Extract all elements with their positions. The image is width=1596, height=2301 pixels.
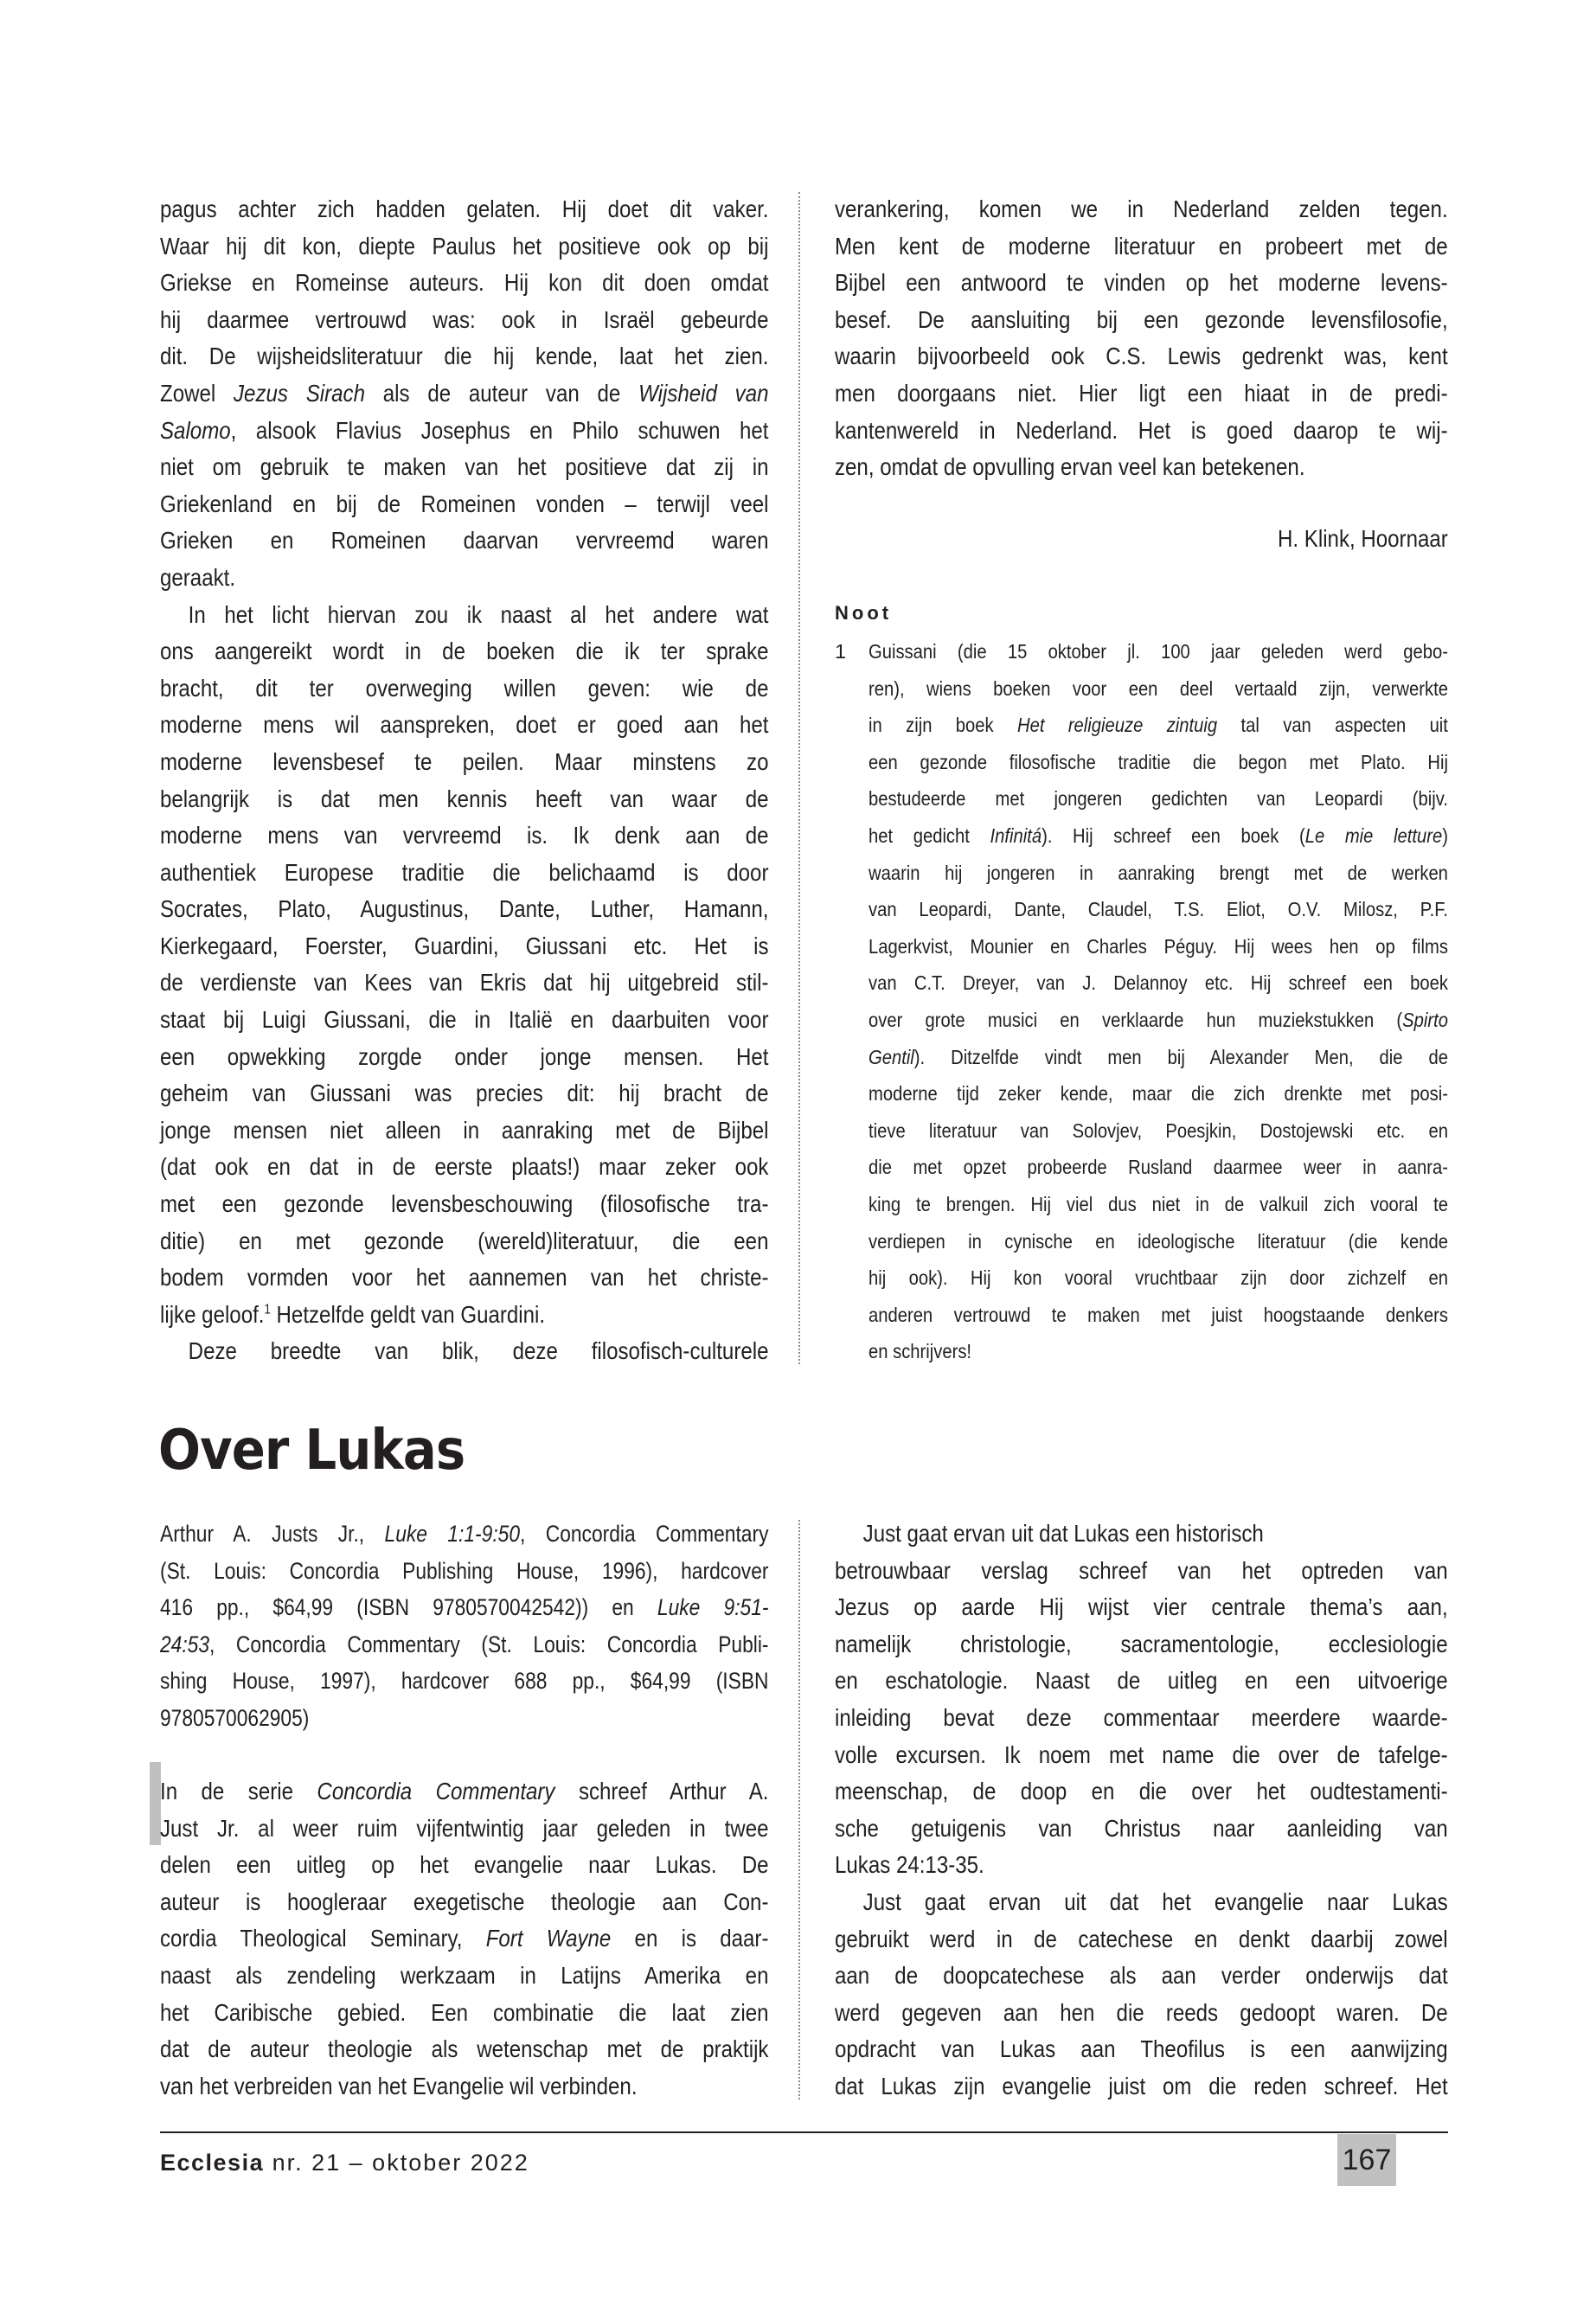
text-line [869, 891, 1448, 928]
text-run: waarin hij jongeren in aanraking brengt met de werken [869, 861, 1448, 884]
text-line [160, 744, 768, 781]
footnote-text [869, 633, 1448, 1370]
note-heading: Noot [835, 602, 893, 624]
text-line [160, 670, 768, 708]
text-run: 9780570062905) [160, 1704, 310, 1731]
text-line [160, 191, 768, 228]
text-line [160, 486, 768, 523]
text-run: pagus achter zich hadden gelaten. Hij doet dit vaker. [160, 195, 769, 222]
text-run: en eschatologie. Naast de uitleg en een uitvoerige [835, 1667, 1448, 1695]
italic-text: Spirto [1402, 1008, 1448, 1031]
text-line [835, 1884, 1448, 1921]
issue-info: nr. 21 – oktober 2022 [272, 2150, 529, 2176]
text-line [160, 597, 768, 634]
text-run: Hetzelfde geldt van Guardini. [270, 1300, 546, 1328]
text-run: bracht, dit ter overweging willen geven: wie de [160, 674, 769, 702]
text-run: In het licht hiervan zou ik naast al het andere wat [188, 600, 769, 628]
text-line [160, 449, 768, 486]
text-line [160, 1700, 768, 1737]
text-run: staat bij Luigi Giussani, die in Italië en daarbuiten voor [160, 1006, 769, 1034]
text-run: als de auteur van de [364, 379, 639, 407]
text-run: shing House, 1997), hardcover 688 pp., $64,99 (ISBN [160, 1668, 769, 1695]
text-run: Lagerkvist, Mounier en Charles Péguy. Hij wees hen op films [869, 934, 1448, 958]
text-run: Just Jr. al weer ruim vijfentwintig jaar geleden in twee [160, 1814, 769, 1842]
text-line [160, 1847, 768, 1884]
text-run: die met opzet probeerde Rusland daarmee weer in aanra- [869, 1156, 1448, 1179]
text-run: hij daarmee vertrouwd was: ook in Israël gebeurde [160, 305, 769, 333]
text-line [835, 191, 1448, 228]
text-line [835, 1516, 1448, 1553]
text-run: dat Lukas zijn evangelie juist om die reden schreef. Het [835, 2072, 1448, 2099]
text-run: schreef Arthur A. [554, 1778, 769, 1804]
text-run: Kierkegaard, Foerster, Guardini, Giussani etc. Het is [160, 932, 769, 959]
text-run: , Concordia Commentary (St. Louis: Concordia Publi- [209, 1631, 769, 1657]
footer [160, 2145, 529, 2180]
text-run: hij ook). Hij kon vooral vruchtbaar zijn door zichzelf en [869, 1266, 1448, 1290]
text-line [835, 1847, 1448, 1884]
text-run: sche getuigenis van Christus naar aanleiding van [835, 1814, 1448, 1842]
text-run: naast als zendeling werkzaam in Latijns Amerika en [160, 1961, 769, 1989]
page-number: 167 [1337, 2134, 1396, 2186]
text-run: van C.T. Dreyer, van J. Delannoy etc. Hij schreef een boek [869, 971, 1448, 995]
text-line [160, 375, 768, 413]
text-line [835, 2031, 1448, 2068]
text-run: van het verbreiden van het Evangelie wil verbinden. [160, 2072, 638, 2099]
text-run: een opwekking zorgde onder jonge mensen. Het [160, 1042, 769, 1070]
text-run: moderne mens van vervreemd is. Ik denk aan de [160, 822, 769, 849]
text-run: ren), wiens boeken voor een deel vertaald zijn, verwerkte [869, 676, 1448, 700]
italic-text: Het religieuze zintuig [1017, 714, 1218, 737]
italic-text: Jezus Sirach [234, 379, 365, 407]
text-run: Just gaat ervan uit dat Lukas een historisch [862, 1520, 1264, 1547]
text-run: ). Hij schreef een boek ( [1042, 824, 1305, 847]
text-line [160, 965, 768, 1002]
text-run: de verdienste van Kees van Ekris dat hij uitgebreid stil- [160, 969, 769, 997]
text-run: cordia Theological Seminary, [160, 1925, 486, 1952]
text-line [835, 1958, 1448, 1995]
author-signature: H. Klink, Hoornaar [1278, 525, 1448, 552]
text-run: moderne tijd zeker kende, maar die zich drenkte met posi- [869, 1082, 1448, 1106]
italic-text: Infinitá [990, 824, 1042, 847]
italic-text: Luke 9:51- [657, 1594, 769, 1621]
text-line [835, 1553, 1448, 1590]
text-line [160, 707, 768, 744]
text-run: inleiding bevat deze commentaar meerdere waarde- [835, 1703, 1448, 1731]
text-run: dat de auteur theologie als wetenschap met de praktijk [160, 2035, 769, 2063]
text-run: kantenwereld in Nederland. Het is goed daarop te wij- [835, 416, 1448, 444]
text-line [160, 1002, 768, 1039]
text-run: opdracht van Lukas aan Theofilus is een aanwijzing [835, 2035, 1448, 2063]
text-run: men doorgaans niet. Hier ligt een hiaat in de predi- [835, 379, 1448, 407]
text-run: een gezonde filosofische traditie die begon met Plato. Hij [869, 750, 1448, 773]
text-line [160, 891, 768, 928]
article-right-column [835, 1516, 1448, 2106]
text-run: In de serie [160, 1778, 317, 1804]
text-run: Lukas 24:13-35. [835, 1851, 984, 1879]
text-line [869, 1112, 1448, 1150]
text-run: Zowel [160, 379, 234, 407]
text-run: verdiepen in cynische en ideologische literatuur (die kende [869, 1229, 1448, 1253]
text-run: , Concordia Commentary [519, 1521, 769, 1547]
text-line [160, 1958, 768, 1995]
text-line [869, 928, 1448, 965]
text-line [835, 338, 1448, 375]
text-line [869, 1002, 1448, 1039]
text-line [160, 1149, 768, 1186]
text-line [160, 265, 768, 302]
text-line [160, 1112, 768, 1150]
text-run: en is daar- [611, 1925, 769, 1952]
text-run: bestudeerde met jongeren gedichten van Leopardi (bijv. [869, 787, 1448, 811]
text-run: ). Ditzelfde vindt men bij Alexander Men, die de [913, 1045, 1448, 1068]
text-run: authentiek Europese traditie die belichaamd is door [160, 858, 769, 886]
text-run: het gedicht [869, 824, 990, 847]
article-left-paragraph [160, 1773, 768, 2105]
text-line [160, 1297, 768, 1334]
text-line [160, 1186, 768, 1223]
column-divider [798, 192, 800, 1364]
text-run: dit. De wijsheidsliteratuur die hij kende, laat het zien. [160, 343, 769, 370]
text-line [160, 1920, 768, 1958]
italic-text: Concordia Commentary [317, 1778, 555, 1804]
text-run: niet om gebruik te maken van het positieve dat zij in [160, 453, 769, 481]
text-line [160, 1039, 768, 1076]
text-line [835, 1773, 1448, 1811]
text-line [160, 302, 768, 339]
text-run: Guissani (die 15 oktober jl. 100 jaar geleden werd gebo- [869, 640, 1448, 663]
text-run: jonge mensen niet alleen in aanraking met de Bijbel [160, 1116, 769, 1144]
text-line [160, 855, 768, 892]
text-line [869, 780, 1448, 817]
text-run: in zijn boek [869, 714, 1017, 737]
text-run: meenschap, de doop en die over het oudtestamenti- [835, 1778, 1448, 1805]
column-divider-lower [798, 1520, 800, 2099]
text-line [160, 1553, 768, 1590]
text-line [869, 1075, 1448, 1112]
text-line [869, 965, 1448, 1002]
text-line [160, 1995, 768, 2032]
italic-text: Wijsheid van [638, 379, 769, 407]
text-line [160, 1259, 768, 1297]
text-line [835, 1589, 1448, 1626]
text-line [835, 1663, 1448, 1700]
text-line [160, 1663, 768, 1700]
right-column-text [835, 191, 1448, 486]
text-run: gebruikt werd in de catechese en denkt daarbij zowel [835, 1925, 1448, 1952]
text-line [835, 302, 1448, 339]
text-run: Arthur A. Justs Jr., [160, 1521, 385, 1547]
text-run: lijke geloof. [160, 1300, 265, 1328]
text-line [835, 265, 1448, 302]
italic-text: Salomo [160, 416, 231, 444]
text-run: zen, omdat de opvulling ervan veel kan betekenen. [835, 453, 1305, 481]
left-column-text [160, 191, 768, 1370]
text-run: Jezus op aarde Hij wijst vier centrale thema’s aan, [835, 1593, 1448, 1621]
text-run: belangrijk is dat men kennis heeft van waar de [160, 785, 769, 812]
italic-text: Luke 1:1-9:50 [384, 1521, 520, 1547]
text-run: ditie) en met gezonde (wereld)literatuur, die een [160, 1227, 769, 1254]
text-line [869, 1149, 1448, 1186]
text-line [160, 817, 768, 855]
text-run: (dat ook en dat in de eerste plaats!) maar zeker ook [160, 1153, 769, 1181]
text-run: besef. De aansluiting bij een gezonde levensfilosofie, [835, 305, 1448, 333]
text-run: over grote musici en verklaarde hun muziekstukken ( [869, 1008, 1403, 1031]
text-line [160, 413, 768, 450]
text-line [835, 375, 1448, 413]
text-line [160, 1333, 768, 1370]
text-line [835, 449, 1448, 486]
text-line [869, 1186, 1448, 1223]
italic-text: Gentil [869, 1045, 914, 1068]
text-run: met een gezonde levensbeschouwing (filosofische tra- [160, 1190, 769, 1218]
text-run: moderne mens wil aanspreken, doet er goed aan het [160, 711, 769, 739]
text-run: ons aangereikt wordt in de boeken die ik ter sprake [160, 638, 769, 665]
text-line [835, 1737, 1448, 1774]
text-line [160, 560, 768, 597]
text-run: werd gegeven aan hen die reeds gedoopt waren. De [835, 1998, 1448, 2026]
text-line [160, 1811, 768, 1848]
italic-text: Fort Wayne [485, 1925, 612, 1952]
text-run: anderen vertrouwd te maken met juist hoogstaande denkers [869, 1303, 1448, 1326]
text-run: betrouwbaar verslag schreef van het optreden van [835, 1556, 1448, 1584]
text-line [160, 1589, 768, 1626]
text-line [160, 228, 768, 266]
text-run: Just gaat ervan uit dat het evangelie naar Lukas [862, 1888, 1448, 1915]
text-run: Men kent de moderne literatuur en probeert met de [835, 232, 1448, 260]
text-run: ) [1442, 824, 1448, 847]
text-line [869, 1223, 1448, 1260]
article-title: Over Lukas [158, 1419, 465, 1483]
text-run: (St. Louis: Concordia Publishing House, 1996), hardcover [160, 1557, 769, 1584]
journal-name: Ecclesia [160, 2150, 265, 2176]
text-line [869, 670, 1448, 708]
text-line [160, 633, 768, 670]
text-run: aan de doopcatechese als aan verder onderwijs dat [835, 1962, 1448, 1990]
italic-text: Le mie letture [1304, 824, 1443, 847]
text-run: en schrijvers! [869, 1340, 972, 1363]
footnote-reference: 1 [264, 1302, 271, 1317]
text-run: moderne levensbesef te peilen. Maar minstens zo [160, 747, 769, 775]
text-line [835, 1921, 1448, 1958]
text-line [869, 633, 1448, 670]
text-line [160, 338, 768, 375]
text-run: , alsook Flavius Josephus en Philo schuwen het [230, 416, 769, 444]
text-line [869, 707, 1448, 744]
text-run: geraakt. [160, 563, 236, 591]
text-line [835, 228, 1448, 266]
text-run: Grieken en Romeinen daarvan vervreemd waren [160, 527, 769, 554]
text-run: tieve literatuur van Solovjev, Poesjkin, Dostojewski etc. en [869, 1118, 1448, 1142]
text-line [869, 855, 1448, 892]
text-line [160, 1773, 768, 1811]
text-run: namelijk christologie, sacramentologie, ecclesiologie [835, 1630, 1448, 1657]
text-run: volle excursen. Ik noem met name die over de tafelge- [835, 1740, 1448, 1768]
text-run: van Leopardi, Dante, Claudel, T.S. Eliot, O.V. Milosz, P.F. [869, 898, 1448, 921]
text-run: 416 pp., $64,99 (ISBN 9780570042542)) en [160, 1594, 657, 1621]
text-run: Griekenland en bij de Romeinen vonden – terwijl veel [160, 490, 769, 517]
text-line [835, 2068, 1448, 2106]
text-line [835, 1626, 1448, 1663]
book-citation [160, 1516, 768, 1737]
text-run: bodem vormden voor het aannemen van het christe- [160, 1264, 769, 1292]
text-line [160, 1075, 768, 1112]
text-line [160, 781, 768, 818]
text-line [835, 413, 1448, 450]
text-line [869, 744, 1448, 781]
text-line [869, 1297, 1448, 1334]
text-run: king te brengen. Hij viel dus niet in de valkuil zich vooral te [869, 1192, 1448, 1215]
text-line [835, 1811, 1448, 1848]
text-line [160, 522, 768, 560]
text-line [160, 1516, 768, 1553]
italic-text: 24:53 [160, 1631, 210, 1657]
text-run: het Caribische gebied. Een combinatie die laat zien [160, 1998, 769, 2026]
text-line [160, 1884, 768, 1921]
text-line [160, 928, 768, 965]
text-line [869, 1259, 1448, 1297]
text-run: verankering, komen we in Nederland zelden tegen. [835, 195, 1448, 222]
text-run: Waar hij dit kon, diepte Paulus het positieve ook op bij [160, 232, 769, 260]
text-run: Bijbel een antwoord te vinden op het moderne levens- [835, 269, 1448, 297]
text-line [160, 1626, 768, 1663]
text-line [160, 1223, 768, 1260]
text-run: geheim van Giussani was precies dit: hij bracht de [160, 1080, 769, 1107]
text-line [835, 1995, 1448, 2032]
text-run: auteur is hoogleraar exegetische theologie aan Con- [160, 1888, 769, 1915]
text-line [160, 2031, 768, 2068]
text-run: tal van aspecten uit [1217, 714, 1448, 737]
text-line [869, 1333, 1448, 1370]
text-line [869, 817, 1448, 855]
text-line [835, 1700, 1448, 1737]
footer-rule [160, 2131, 1448, 2133]
text-run: Griekse en Romeinse auteurs. Hij kon dit doen omdat [160, 269, 769, 297]
text-run: waarin bijvoorbeeld ook C.S. Lewis gedrenkt was, kent [835, 343, 1448, 370]
note-number: 1 [835, 640, 847, 663]
text-run: Deze breedte van blik, deze filosofisch-culturele [188, 1337, 769, 1365]
text-line [160, 2068, 768, 2106]
text-run: Socrates, Plato, Augustinus, Dante, Luther, Hamann, [160, 895, 769, 923]
text-line [869, 1039, 1448, 1076]
text-run: delen een uitleg op het evangelie naar Lukas. De [160, 1851, 769, 1879]
